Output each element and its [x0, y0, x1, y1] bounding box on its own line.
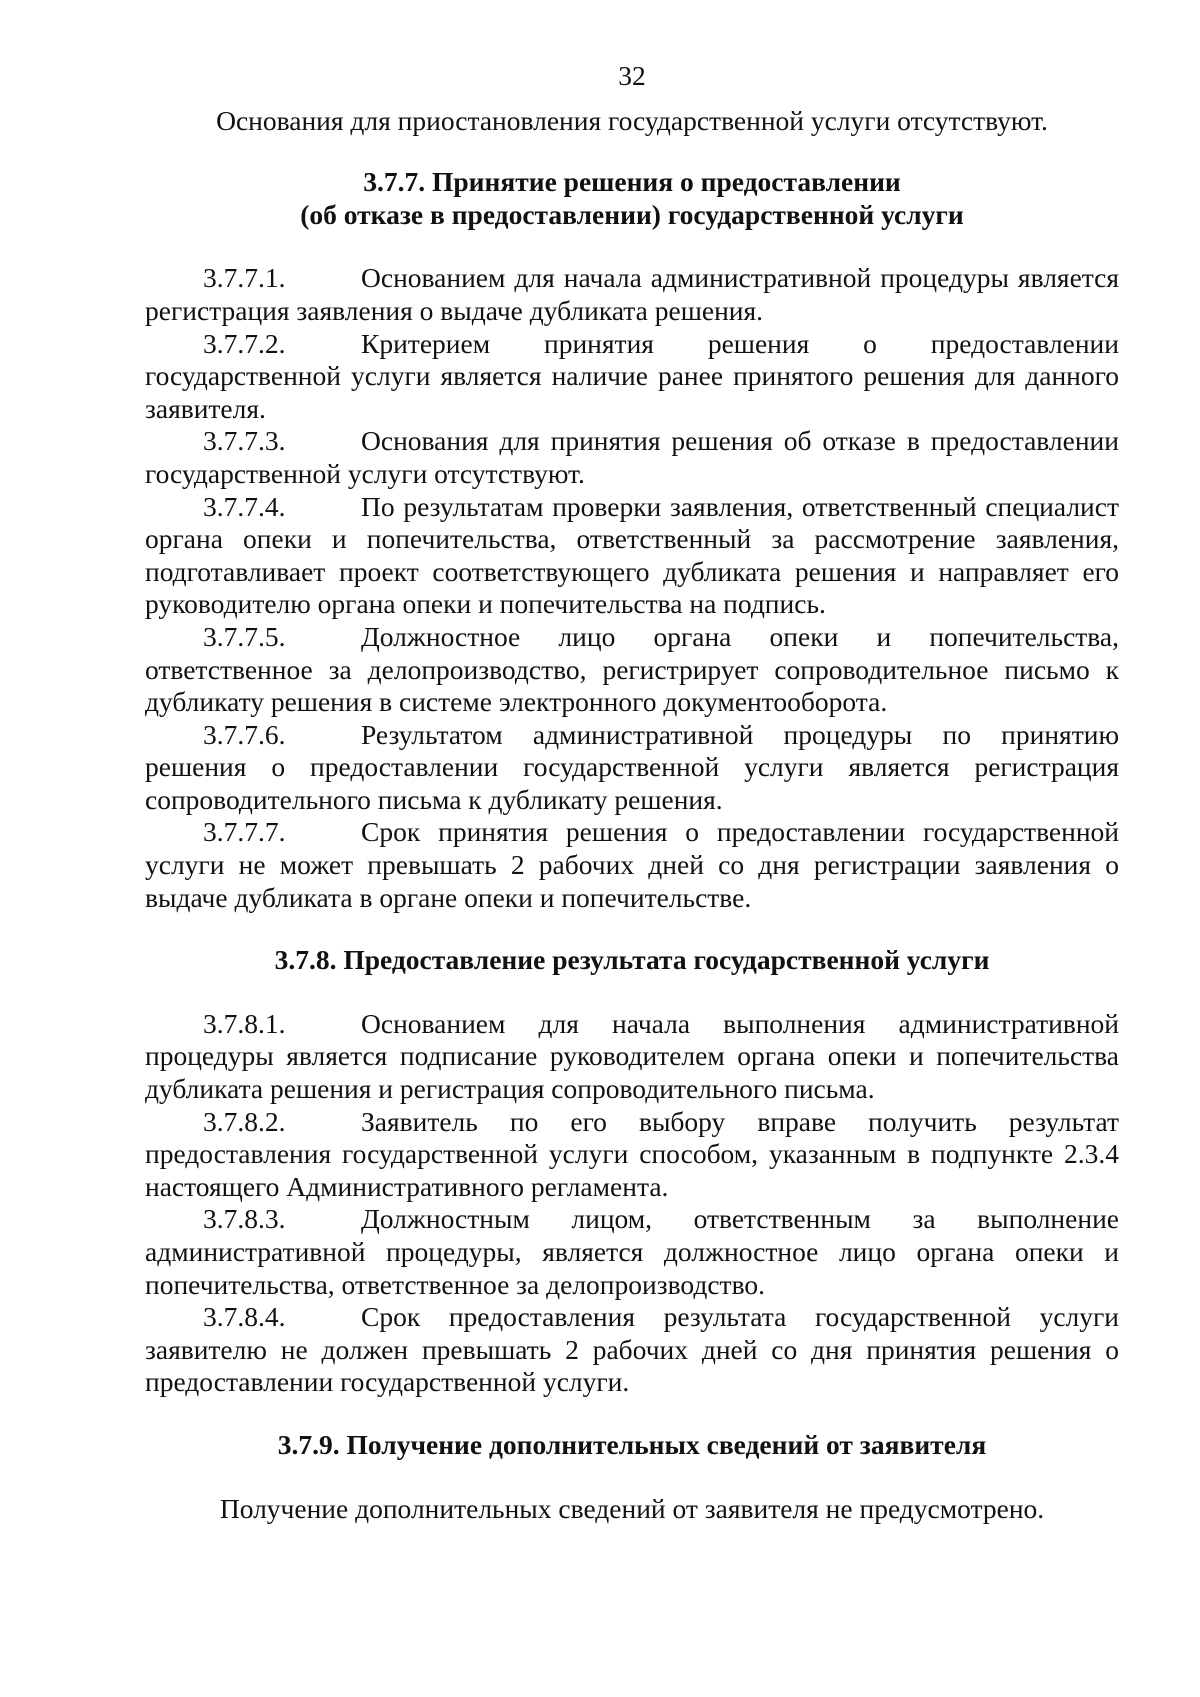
- clause-number: 3.7.7.3.: [203, 425, 286, 457]
- clause-text: Основанием для начала административной процедуры является регистрация заявления о выдаче дубликата решения.: [145, 262, 1119, 326]
- document-page: [145, 60, 1119, 1525]
- clause-paragraph: [145, 425, 1119, 490]
- section-heading-3-7-9: 3.7.9. Получение дополнительных сведений от заявителя: [277, 1428, 987, 1460]
- clause-text: Основания для принятия решения об отказе в предоставлении государственной услуги отсутствуют.: [145, 425, 1119, 489]
- section-heading-3-7-8: 3.7.8. Предоставление результата государственной услуги: [274, 944, 990, 976]
- clause-number: 3.7.7.1.: [203, 262, 286, 294]
- clause-text: Должностным лицом, ответственным за выполнение административной процедуры, является должностное лицо органа опеки и попечительства, ответственное за делопроизводство.: [145, 1203, 1119, 1300]
- clause-text: Основанием для начала выполнения административной процедуры является подписание руководителем органа опеки и попечительства дубликата решения и регистрация сопроводительного письма.: [145, 1007, 1119, 1105]
- clause-number: 3.7.7.5.: [203, 620, 286, 652]
- clause-number: 3.7.7.6.: [203, 718, 286, 750]
- clause-text: Заявитель по его выбору вправе получить результат предоставления государственной услуги способом, указанным в подпункте 2.3.4 настоящего Административного регламента.: [145, 1105, 1119, 1202]
- clause-number: 3.7.8.1.: [203, 1007, 286, 1039]
- clause-number: 3.7.8.4.: [203, 1301, 286, 1333]
- suspension-grounds-text: Основания для приостановления государственной услуги отсутствуют.: [216, 104, 1048, 136]
- section-heading-line: (об отказе в предоставлении) государственной услуги: [300, 198, 964, 230]
- clause-paragraph: [145, 328, 1119, 426]
- clause-number: 3.7.8.2.: [203, 1105, 286, 1137]
- clause-text: Критерием принятия решения о предоставлении государственной услуги является наличие ранее принятого решения для данного заявителя.: [145, 327, 1119, 424]
- clause-paragraph: [145, 816, 1119, 914]
- clause-paragraph: [145, 1203, 1119, 1301]
- clause-text: Срок предоставления результата государственной услуги заявителю не должен превышать 2 рабочих дней со дня принятия решения о предоставлении государственной услуги.: [145, 1301, 1119, 1398]
- clause-text: Должностное лицо органа опеки и попечительства, ответственное за делопроизводство, регистрирует сопроводительное письмо к дубликату решения в системе электронного документооборота.: [145, 620, 1119, 718]
- clause-number: 3.7.7.7.: [203, 816, 286, 848]
- clause-paragraph: [145, 621, 1119, 719]
- section-body-3-7-7: [145, 262, 1119, 914]
- clause-paragraph: [145, 491, 1119, 621]
- section-heading-3-7-7: [145, 166, 1119, 231]
- clause-text: Результатом административной процедуры по принятию решения о предоставлении государственной услуги является регистрация сопроводительного письма к дубликату решения.: [145, 718, 1119, 815]
- clause-text: По результатам проверки заявления, ответственный специалист органа опеки и попечительства, ответственный за рассмотрение заявления, подготавливает проект соответствующего дубликата решения и направляет его руководителю органа опеки и попечительства на подпись.: [145, 490, 1119, 620]
- clause-paragraph: [145, 1008, 1119, 1106]
- section-body-3-7-8: [145, 1008, 1119, 1399]
- clause-paragraph: [145, 262, 1119, 327]
- additional-info-text: Получение дополнительных сведений от заявителя не предусмотрено.: [219, 1492, 1045, 1524]
- section-heading-line: 3.7.7. Принятие решения о предоставлении: [363, 166, 901, 198]
- clause-paragraph: [145, 1301, 1119, 1399]
- clause-paragraph: [145, 1106, 1119, 1204]
- clause-number: 3.7.7.2.: [203, 327, 286, 359]
- clause-text: Срок принятия решения о предоставлении государственной услуги не может превышать 2 рабочих дней со дня регистрации заявления о выдаче дубликата в органе опеки и попечительстве.: [145, 816, 1119, 913]
- page-number: 32: [618, 60, 646, 91]
- clause-number: 3.7.8.3.: [203, 1203, 286, 1235]
- clause-paragraph: [145, 719, 1119, 817]
- clause-number: 3.7.7.4.: [203, 490, 286, 522]
